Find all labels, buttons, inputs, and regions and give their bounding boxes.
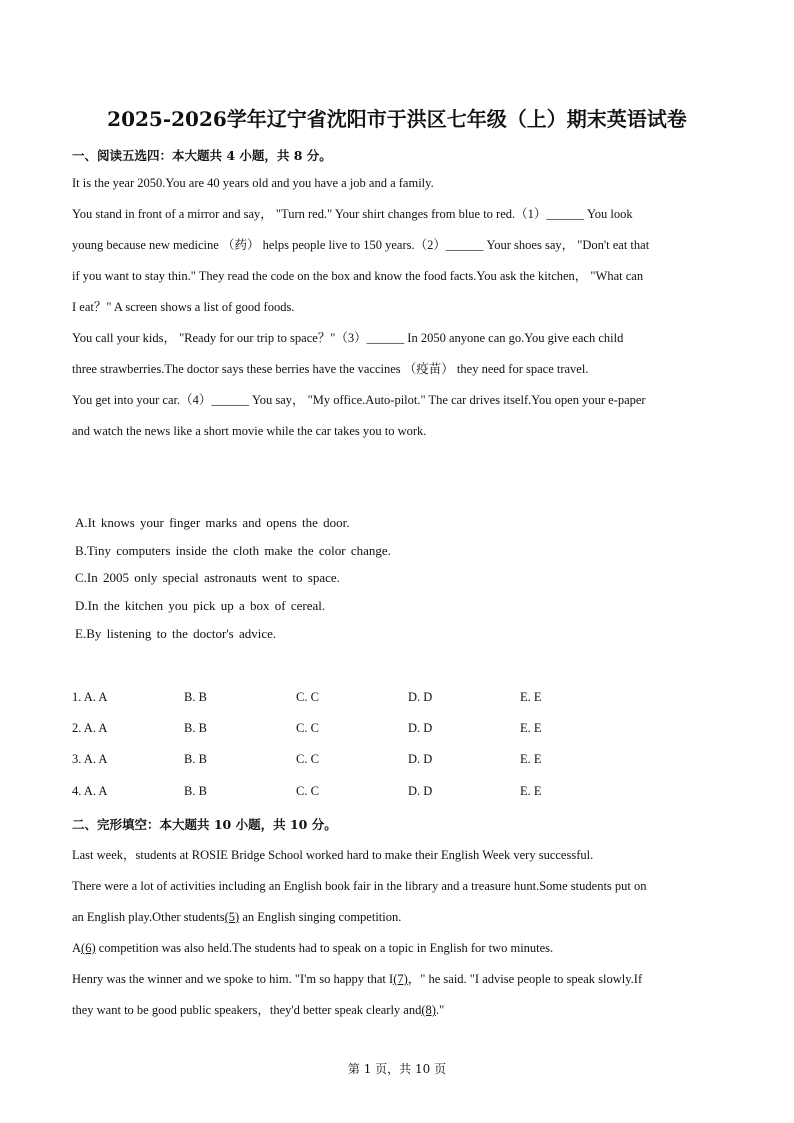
passage-line: and watch the news like a short movie while the car takes you to work.: [72, 424, 427, 438]
answer-choice[interactable]: D. D: [408, 721, 433, 735]
answer-choice[interactable]: B. B: [184, 752, 207, 766]
text-fragment: an English singing competition.: [239, 910, 402, 924]
passage-line: I eat？" A screen shows a list of good foods.: [72, 300, 295, 314]
answer-choice[interactable]: D. D: [408, 784, 433, 798]
passage-line: if you want to stay thin." They read the code on the box and know the food facts.You ask the kitchen， "What can: [72, 269, 644, 283]
answer-choice[interactable]: E. E: [520, 784, 542, 798]
section-2-heading: 二、完形填空：本大题共 10 小题，共 10 分。: [72, 817, 337, 832]
answer-choice[interactable]: 1. A. A: [72, 690, 108, 704]
answer-choice[interactable]: D. D: [408, 752, 433, 766]
text-fragment: ，" he said. "I advise people to speak slowly.If: [407, 972, 643, 986]
blank-5[interactable]: (5): [224, 910, 240, 924]
passage-line: [72, 995, 722, 1026]
answer-choice[interactable]: E. E: [520, 690, 542, 704]
passage-line: [72, 902, 722, 933]
answer-choice[interactable]: E. E: [520, 721, 542, 735]
answer-choice[interactable]: B. B: [184, 690, 207, 704]
text-fragment: A: [72, 941, 82, 955]
blank-6[interactable]: (6): [81, 941, 96, 955]
option-e: E.By listening to the doctor's advice.: [75, 625, 277, 641]
option-c: C.In 2005 only special astronauts went to space.: [75, 570, 340, 586]
text-fragment: competition was also held.The students had to speak on a topic in English for two minutes.: [95, 941, 554, 955]
page-footer: 第 1 页，共 10 页: [347, 1062, 447, 1076]
passage-line: [72, 964, 722, 995]
answer-choice[interactable]: 4. A. A: [72, 784, 108, 798]
passage-line: You stand in front of a mirror and say， "Turn red." Your shirt changes from blue to red.（1）______ You look: [72, 207, 633, 221]
answer-choice[interactable]: C. C: [296, 784, 319, 798]
answer-choice[interactable]: 3. A. A: [72, 752, 108, 766]
options-list: [75, 509, 391, 648]
blank-8[interactable]: (8): [421, 1003, 436, 1017]
document-title: 2025-2026学年辽宁省沈阳市于洪区七年级（上）期末英语试卷: [107, 107, 687, 131]
text-fragment: an English play.Other students: [72, 910, 225, 924]
passage-line: young because new medicine （药） helps people live to 150 years.（2）______ Your shoes say， "Don't eat that: [72, 238, 650, 252]
passage-line: You get into your car.（4）______ You say， "My office.Auto-pilot." The car drives itself.You open your e-paper: [72, 393, 646, 407]
answer-choice[interactable]: C. C: [296, 690, 319, 704]
text-fragment: Henry was the winner and we spoke to him. "I'm so happy that I: [72, 972, 394, 986]
passage-line: three strawberries.The doctor says these berries have the vaccines （疫苗） they need for space travel.: [72, 362, 589, 376]
passage-line: You call your kids， "Ready for our trip to space？"（3）______ In 2050 anyone can go.You give each child: [72, 331, 624, 345]
option-b: B.Tiny computers inside the cloth make the color change.: [75, 542, 391, 558]
text-fragment: they want to be good public speakers，they'd better speak clearly and: [72, 1003, 422, 1017]
answer-choice[interactable]: D. D: [408, 690, 433, 704]
passage-line: Last week，students at ROSIE Bridge School worked hard to make their English Week very successful.: [72, 848, 594, 862]
passage-line: It is the year 2050.You are 40 years old and you have a job and a family.: [72, 176, 434, 190]
option-d: D.In the kitchen you pick up a box of cereal.: [75, 598, 326, 614]
answer-choice[interactable]: E. E: [520, 752, 542, 766]
answer-choice[interactable]: C. C: [296, 721, 319, 735]
passage-2: [72, 840, 722, 1026]
text-fragment: .": [435, 1003, 445, 1017]
answer-choice[interactable]: B. B: [184, 784, 207, 798]
passage-line: [72, 933, 722, 964]
section-1-heading: 一、阅读五选四：本大题共 4 小题，共 8 分。: [72, 148, 332, 163]
blank-7[interactable]: (7): [393, 972, 408, 986]
passage-line: There were a lot of activities including an English book fair in the library and a treasure hunt.Some students put on: [72, 879, 647, 893]
option-a: A.It knows your finger marks and opens the door.: [75, 515, 350, 530]
passage-1: [72, 168, 722, 447]
answer-choice[interactable]: B. B: [184, 721, 207, 735]
answer-choice[interactable]: C. C: [296, 752, 319, 766]
answer-choice[interactable]: 2. A. A: [72, 721, 108, 735]
